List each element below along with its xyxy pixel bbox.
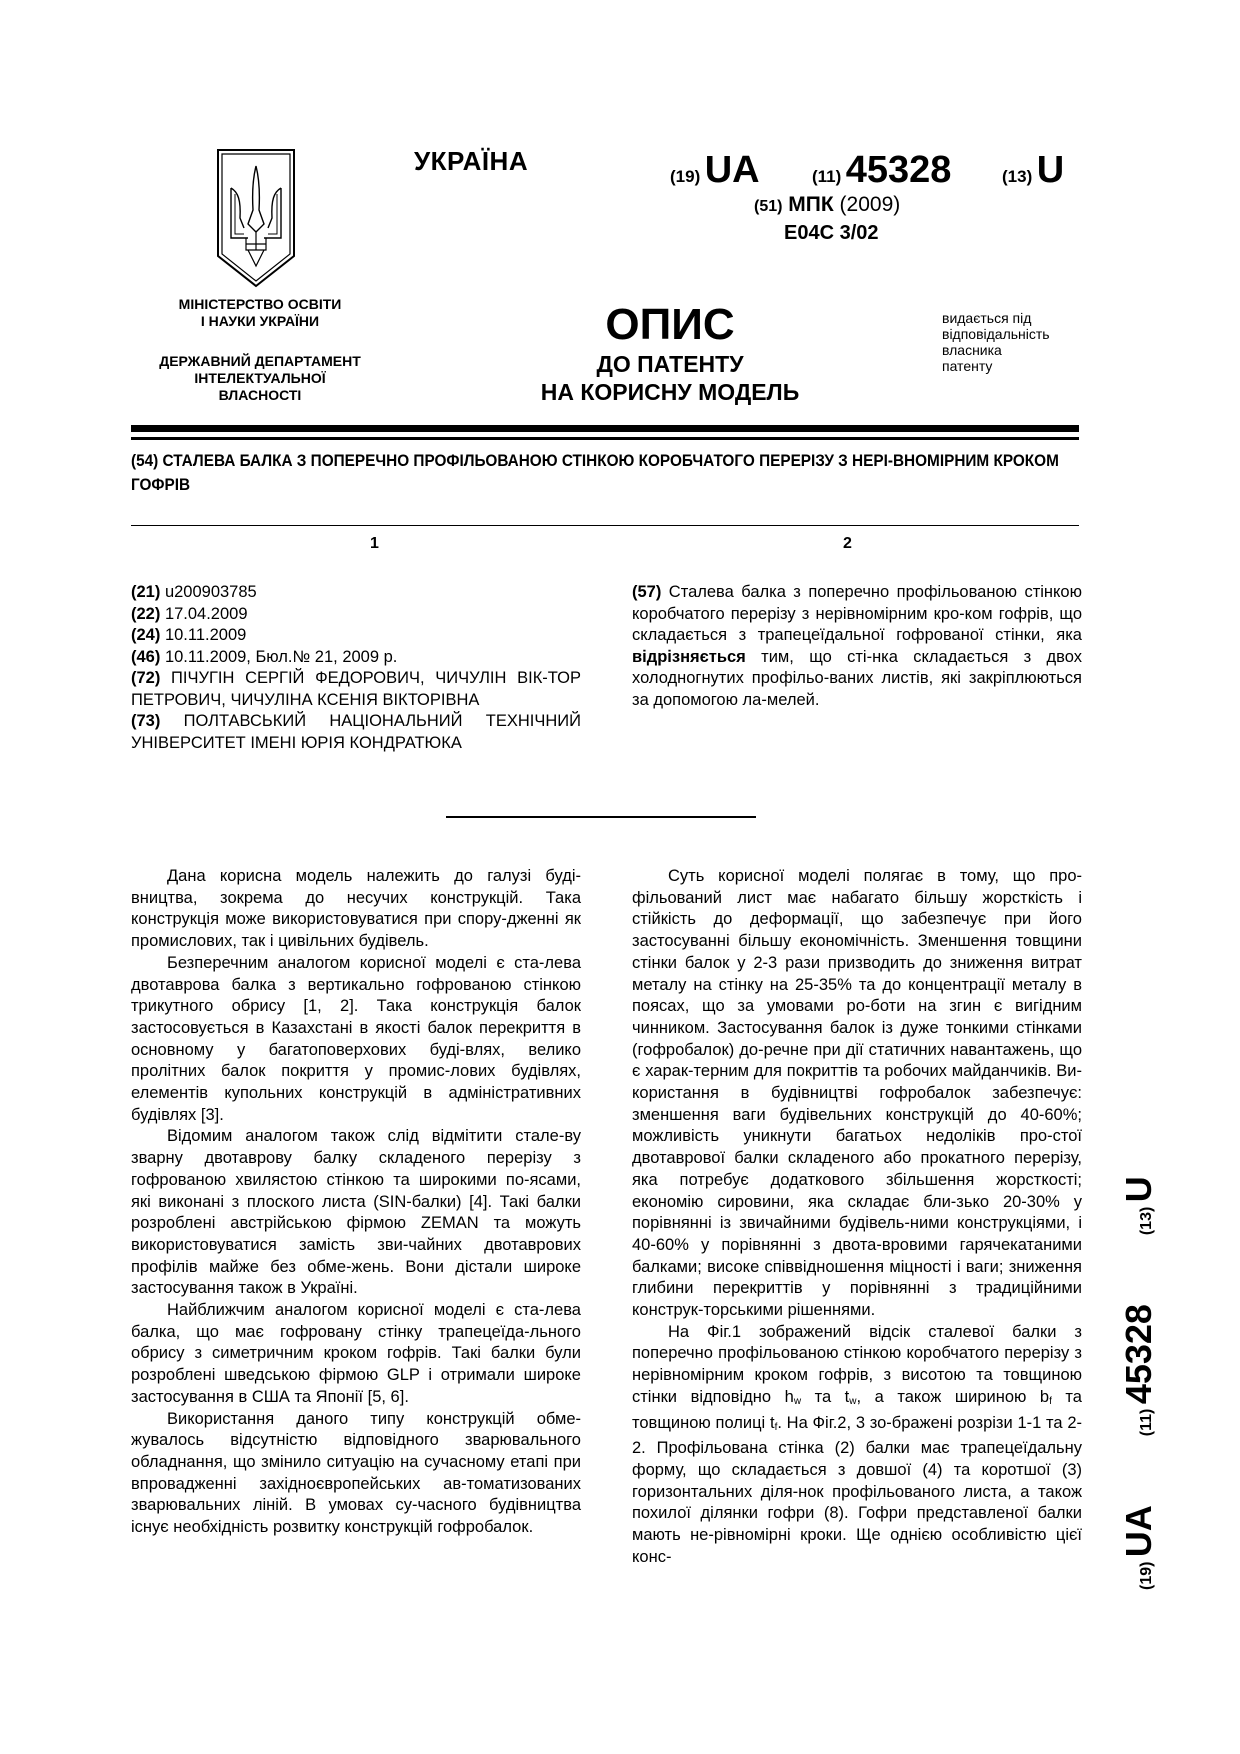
subscript: w <box>849 1395 857 1407</box>
inid-11: (11) <box>812 167 842 186</box>
body-text: , а також шириною b <box>856 1387 1050 1406</box>
document-title <box>500 300 840 406</box>
ipc-abbr: МПК <box>788 193 834 216</box>
body-paragraph: Суть корисної моделі полягає в тому, що про-фільований лист має набагато більшу жорсткість і стійкість до деформації, що забезпечує при його застосуванні більшу економічність. Зменшення товщини стінки балок у 2-3 рази призводить до зниження витрат металу на стінку на 25-35% та до концентрації металу в поясах, що за умовами ро-боти на згин є вигідним чинником. Застосування балок із дуже тонкими стінками (гофробалок) до-речне при дії статичних навантажень, що є харак-терним для покриттів та робочих майданчиків. Ви-користання в будівництві гофробалок забезпечує: зменшення ваги будівельних конструкцій до 40-60%; можливість уникнути багатьох недоліків про-стої двотаврової балки складеного або прокатного перерізу, яка потребує додаткового збільшення жорсткості; економію сировини, яка складає бли-зько 20-30% у порівнянні із звичайними будівель-ними конструкціями, і 40-60% у порівнянні з двота-вровими гарячекатаними балками; високе співвідношення міцності і ваги; зниження глибини перекриттів у порівнянні з традиційними конструк-торськими рішеннями. <box>632 867 1082 1320</box>
document-subtitle: ДО ПАТЕНТУ <box>596 351 744 377</box>
header-rule-thick <box>131 425 1079 432</box>
responsibility-line: власника <box>942 342 1002 358</box>
biblio-code: (46) <box>131 647 161 666</box>
responsibility-line: патенту <box>942 358 993 374</box>
patent-number-value: 45328 <box>845 149 952 191</box>
side-stamp <box>1118 1176 1162 1590</box>
department-name <box>140 353 380 404</box>
body-paragraph: Використання даного типу конструкцій обме-жувалось відсутністю відповідного зварювального обладнання, що змінило ситуацію на сучасному етапі при впровадженні західноєвропейських ав-томатизованих зварювальних ліній. В умовах су-часного будівництва існує необхідність розвитку конструкцій гофробалок. <box>131 1409 581 1537</box>
biblio-item <box>131 582 581 604</box>
section-rule <box>131 525 1079 526</box>
body-paragraph: Безперечним аналогом корисної моделі є ста-лева двотаврова балка з вертикально гофрованою стінкою трикутного обрису [1, 2]. Така конструкція балок застосовується в Казахстані в якості балок перекриття в основному у багатоповерхових буді-влях, велико пролітних балок покриття у промис-лових будівлях, елементів купольних конструкцій в адміністративних будівлях [3]. <box>131 953 581 1124</box>
biblio-code: (73) <box>131 712 161 730</box>
body-paragraph <box>632 1322 1082 1569</box>
patent-number <box>812 148 951 192</box>
biblio-code: (22) <box>131 604 161 623</box>
column-number: 2 <box>843 535 852 552</box>
invention-title-text: СТАЛЕВА БАЛКА З ПОПЕРЕЧНО ПРОФІЛЬОВАНОЮ СТІНКОЮ КОРОБЧАТОГО ПЕРЕРІЗУ З НЕРІ-ВНОМІРНИМ КРОКОМ ГОФРІВ <box>131 452 1059 494</box>
section-separator <box>446 816 756 818</box>
ipc-class: E04C 3/02 <box>784 222 879 244</box>
inid-54: (54) <box>131 452 159 470</box>
biblio-code: (21) <box>131 583 161 601</box>
responsibility-line: відповідальність <box>942 326 1050 342</box>
document-kind <box>1002 148 1064 192</box>
abstract-text: Сталева балка з поперечно профільованою стінкою коробчатого перерізу з нерівномірним кро-ком гофрів, що складається з трапецеїдальної гофрованої стінки, яка <box>632 583 1082 644</box>
body-text: На Фіг.1 зображений відсік сталевої балки з поперечно профільованою стінкою коробчатого перерізу з нерівномірним кроком гофрів, з висотою та товщиною стінки відповідно h <box>632 1322 1082 1406</box>
department-line: ВЛАСНОСТІ <box>218 387 302 403</box>
responsibility-line: видається під <box>942 310 1032 326</box>
ipc-label <box>754 192 900 219</box>
biblio-value: 10.11.2009 <box>164 626 247 644</box>
inid-13: (13) <box>1002 167 1033 186</box>
abstract-text: тим, що сті-нка складається з двох холодногнутих профільо-ваних листів, які закріплюються за допомогою ла-мелей. <box>632 647 1082 709</box>
body-paragraph: Найближчим аналогом корисної моделі є ста-лева балка, що має гофровану стінку трапецеїда-льного обрису з симетричним кроком гофрів. Такі балки були розроблені шведською фірмою GLP і отримали широке застосування в США та Японії [5, 6]. <box>131 1301 581 1406</box>
responsibility-note <box>942 310 1102 374</box>
country-code <box>670 148 760 192</box>
abstract <box>632 582 1082 711</box>
ministry-line: І НАУКИ УКРАЇНИ <box>200 313 320 329</box>
biblio-item <box>131 625 581 647</box>
ministry-line: МІНІСТЕРСТВО ОСВІТИ <box>178 296 342 312</box>
biblio-code: (72) <box>131 669 161 687</box>
inid-13: (13) <box>1138 1206 1155 1236</box>
inid-11: (11) <box>1138 1408 1155 1437</box>
biblio-value: u200903785 <box>164 583 257 601</box>
ministry-name <box>140 296 380 330</box>
biblio-value: 10.11.2009, Бюл.№ 21, 2009 р. <box>164 647 398 666</box>
department-line: ІНТЕЛЕКТУАЛЬНОЇ <box>194 370 326 386</box>
biblio-value: ПОЛТАВСЬКИЙ НАЦІОНАЛЬНИЙ ТЕХНІЧНИЙ УНІВЕРСИТЕТ ІМЕНІ ЮРІЯ КОНДРАТЮКА <box>131 712 581 752</box>
body-text: . На Фіг.2, 3 зо-бражені розрізи 1-1 та 2-2. Профільована стінка (2) балки має трапецеїдальну форму, що складається з довшої (4) та коротшої (3) горизонтальних діля-нок профільованого листа, а також похилої ділянки гофри (8). Гофри представленої балки мають не-рівномірні кроки. Ще однією особливістю цієї конс- <box>632 1413 1083 1566</box>
biblio-value: ПІЧУГІН СЕРГІЙ ФЕДОРОВИЧ, ЧИЧУЛІН ВІК-ТОР ПЕТРОВИЧ, ЧИЧУЛІНА КСЕНІЯ ВІКТОРІВНА <box>131 669 581 709</box>
header-rule-thin <box>131 437 1079 440</box>
body-paragraph: Відомим аналогом також слід відмітити стале-ву зварну двотаврову балку складеного перерізу з гофрованою хвилястою стінкою та широкими по-ясами, які виконані з плоского листа (SIN-балки) [4]. Такі балки розроблені австрійською фірмою ZEMAN та можуть використовуватися замість зви-чайних двотаврових профілів майже без обме-жень. Вони дістали широке застосування також в Україні. <box>131 1127 581 1298</box>
subscript: f <box>774 1421 778 1433</box>
body-column-right <box>632 866 1082 1569</box>
invention-title <box>131 449 1080 497</box>
department-line: ДЕРЖАВНИЙ ДЕПАРТАМЕНТ <box>159 353 361 369</box>
country-name: УКРАЇНА <box>414 146 529 176</box>
body-column-left <box>131 866 581 1539</box>
column-number: 1 <box>370 535 379 552</box>
ukraine-coat-of-arms-icon <box>216 148 296 288</box>
inid-57: (57) <box>632 583 662 601</box>
abstract-emphasis: відрізняється <box>632 647 746 666</box>
inid-19: (19) <box>670 167 701 186</box>
biblio-value: 17.04.2009 <box>164 604 248 623</box>
document-subtitle: НА КОРИСНУ МОДЕЛЬ <box>540 379 800 405</box>
body-paragraph: Дана корисна модель належить до галузі буді-вництва, зокрема до несучих конструкцій. Така конструкція може використовуватися при спору-дженні як промислових, так і цивільних будівель. <box>131 867 581 951</box>
biblio-item <box>131 604 581 626</box>
biblio-code: (24) <box>131 626 161 644</box>
document-kind-value: U <box>1036 149 1065 191</box>
country-code-value: UA <box>1118 1505 1159 1558</box>
biblio-item <box>131 668 581 711</box>
bibliographic-data <box>131 582 581 754</box>
body-text: та товщиною полиці t <box>632 1387 1082 1432</box>
body-text: та t <box>801 1387 850 1406</box>
biblio-item <box>131 711 581 754</box>
patent-number-value: 45328 <box>1118 1304 1159 1405</box>
subscript: w <box>793 1395 802 1407</box>
document-kind-value: U <box>1118 1176 1159 1203</box>
country-code-value: UA <box>704 149 760 191</box>
biblio-item <box>131 647 581 669</box>
ipc-year: (2009) <box>839 193 901 216</box>
inid-19: (19) <box>1138 1561 1155 1590</box>
document-title-main: ОПИС <box>605 300 735 349</box>
patent-codes <box>670 148 1090 192</box>
inid-51: (51) <box>754 198 783 215</box>
subscript: f <box>1049 1395 1052 1407</box>
